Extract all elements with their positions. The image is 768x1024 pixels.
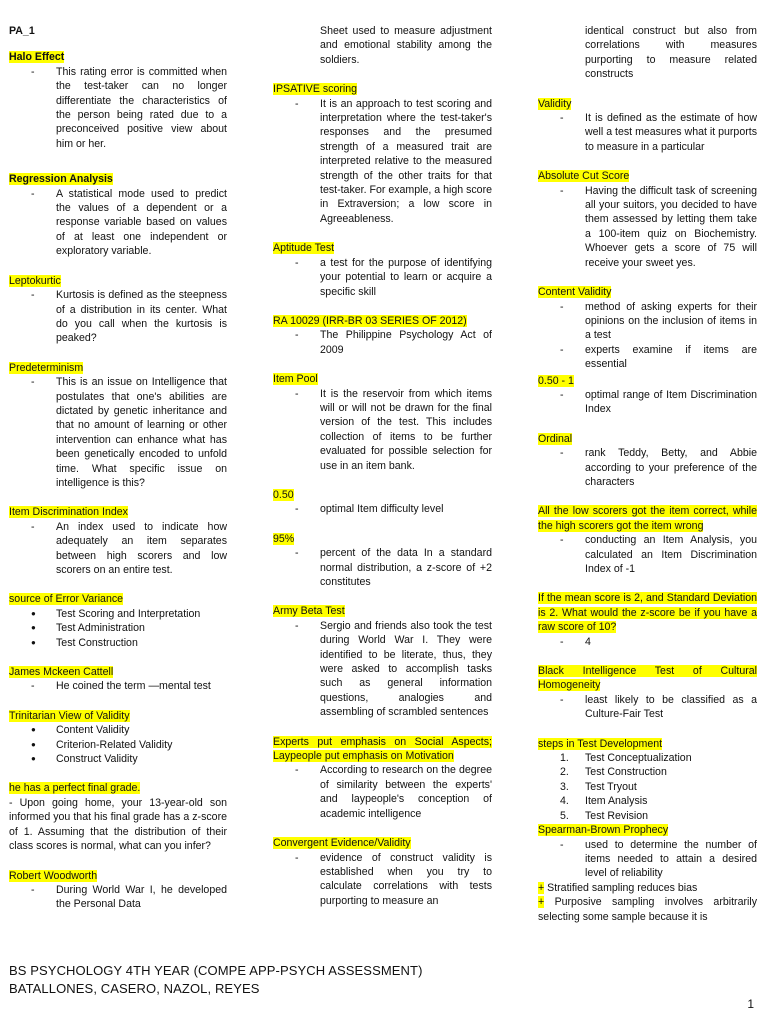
term-heading: he has a perfect final grade. — [9, 782, 141, 795]
entry-predeterminism — [9, 361, 227, 491]
term-definition: - It is the reservoir from which items will or will not be drawn for the final version of the test. This includes collection of items to be further evaluated for possible selection for use in an item bank. — [273, 387, 492, 473]
term-definition: - percent of the data In a standard normal distribution, a z-score of +2 constitutes — [273, 546, 492, 589]
term-definition: - a test for the purpose of identifying your potential to learn or acquire a specific skill — [273, 256, 492, 299]
entry-test-development-steps — [538, 737, 757, 823]
list-item: 5. Test Revision — [560, 809, 648, 822]
entry-item-pool — [273, 372, 492, 473]
term-definition: - According to research on the degree of similarity between the experts' and laypeople's conception of academic intelligence — [273, 763, 492, 821]
term-heading: steps in Test Development — [538, 737, 663, 750]
list-item: ● Test Administration — [9, 621, 227, 635]
list-item: ● Construct Validity — [9, 752, 227, 766]
note-stratified: + Stratified sampling reduces bias — [538, 881, 698, 894]
term-heading: source of Error Variance — [9, 593, 124, 606]
term-heading: 0.50 - 1 — [538, 374, 574, 387]
term-definition: - An index used to indicate how adequately an item separates between high scorers and low scorers on an entire test. — [9, 520, 227, 578]
term-definition: - 4 — [538, 635, 757, 649]
list-item: ● Test Scoring and Interpretation — [9, 607, 227, 621]
term-heading: Halo Effect — [9, 51, 65, 64]
entry-halo-effect — [9, 50, 227, 151]
term-heading: Item Pool — [273, 373, 318, 386]
term-definition: - rank Teddy, Betty, and Abbie according to your preference of the characters — [538, 446, 757, 489]
term-heading: All the low scorers got the item correct, while the high scorers got the item wrong — [538, 505, 757, 532]
term-heading: Spearman-Brown Prophecy — [538, 824, 669, 837]
entry-leptokurtic — [9, 274, 227, 346]
term-heading: RA 10029 (IRR-BR 03 SERIES OF 2012) — [273, 314, 467, 327]
term-heading: Ordinal — [538, 432, 573, 445]
entry-ipsative — [273, 82, 492, 226]
entry-ordinal — [538, 432, 757, 490]
term-heading: Experts put emphasis on Social Aspects; Laypeople put emphasis on Motivation — [273, 735, 492, 763]
term-definition: - least likely to be classified as a Culture-Fair Test — [538, 693, 757, 722]
entry-item-discrimination-index — [9, 505, 227, 577]
term-heading: If the mean score is 2, and Standard Deviation is 2. What would the z-score be if you have a raw score of 10? — [538, 592, 757, 634]
term-heading: Content Validity — [538, 286, 612, 299]
entry-experts-laypeople — [273, 735, 492, 821]
list-item: 4. Item Analysis — [560, 795, 648, 808]
entry-ra-10029 — [273, 314, 492, 357]
column-3 — [538, 24, 757, 924]
note-purposive: + Purposive sampling involves arbitrarily selecting some sample because it is — [538, 896, 757, 923]
term-definition: - It is an approach to test scoring and interpretation where the test-taker's responses and the presumed strength of a measured trait are interpreted relative to the measured strength of the other traits for that test-taker. For example, a high score in Extraversion; a low score in Agreeableness. — [273, 97, 492, 227]
term-heading: Convergent Evidence/Validity — [273, 837, 411, 850]
term-heading: Absolute Cut Score — [538, 170, 630, 183]
entry-95-percent — [273, 532, 492, 590]
term-definition: - This rating error is committed when the test-taker can no longer differentiate the characteristics of the person being rated due to a preconceived positive view about him or her. — [9, 65, 227, 151]
entry-low-scorers — [538, 504, 757, 576]
term-heading: James Mckeen Cattell — [9, 666, 114, 679]
entry-validity — [538, 97, 757, 155]
entry-regression-analysis — [9, 172, 227, 258]
entry-cattell — [9, 665, 227, 694]
term-definition: - used to determine the number of items needed to attain a desired level of reliability — [538, 838, 757, 881]
footer-course: BS PSYCHOLOGY 4TH YEAR (COMPE APP-PSYCH ASSESSMENT) — [9, 963, 423, 978]
entry-range-050-1 — [538, 374, 757, 417]
entry-content-validity — [538, 285, 757, 371]
term-definition: - conducting an Item Analysis, you calculated an Item Discrimination Index of -1 — [538, 533, 757, 576]
term-heading: Black Intelligence Test of Cultural Homogeneity — [538, 665, 757, 692]
term-definition: - Having the difficult task of screening all your suitors, you decided to have them assessed by letting them take a 100-item quiz on Biochemistry. Whoever gets a score of 75 will receive your sweet yes. — [538, 184, 757, 270]
term-definition: - optimal range of Item Discrimination Index — [538, 388, 757, 417]
footer — [9, 962, 423, 998]
term-definition: - The Philippine Psychology Act of 2009 — [273, 328, 492, 357]
term-heading: Validity — [538, 97, 572, 110]
term-heading: IPSATIVE scoring — [273, 83, 357, 96]
term-heading: Army Beta Test — [273, 605, 345, 618]
entry-woodworth — [9, 869, 227, 912]
entry-aptitude-test — [273, 241, 492, 299]
entry-final-grade — [9, 781, 227, 853]
term-definition: - Kurtosis is defined as the steepness of a distribution in its center. What do you call when the kurtosis is peaked? — [9, 288, 227, 346]
term-definition: - A statistical mode used to predict the values of a dependent or a response variable based on values of at least one independent or exploratory variable. — [9, 187, 227, 259]
plus-marker: + — [538, 896, 545, 909]
term-heading: Aptitude Test — [273, 242, 335, 255]
term-definition: - During World War I, he developed the Personal Data — [9, 883, 227, 912]
entry-convergent — [273, 836, 492, 908]
term-heading: 0.50 — [273, 488, 294, 501]
term-definition: - It is defined as the estimate of how well a test measures what it purports to measure in a particular — [538, 111, 757, 154]
list-item: 2. Test Construction — [560, 766, 667, 779]
term-heading: Predeterminism — [9, 361, 84, 374]
entry-z-score-question — [538, 591, 757, 649]
entry-trinitarian — [9, 709, 227, 767]
term-heading: Leptokurtic — [9, 274, 61, 287]
page-number: 1 — [747, 997, 754, 1011]
column-1 — [9, 24, 227, 912]
term-definition: - Sergio and friends also took the test during World War I. They were identified to be literate, thus, they were asked to accomplish tasks such as general information questions, analogies and assembling of scrambled sentences — [273, 619, 492, 720]
list-item: ● Content Validity — [9, 723, 227, 737]
continued-text: Sheet used to measure adjustment and emotional stability among the soldiers. — [320, 25, 492, 66]
list-item: ● Criterion-Related Validity — [9, 738, 227, 752]
term-definition: - evidence of construct validity is established when you try to calculate correlations with tests purporting to measure an — [273, 851, 492, 909]
continued-text: identical construct but also from correlations with measures purporting to measure related constructs — [585, 25, 757, 81]
entry-error-variance — [9, 592, 227, 650]
column-2 — [273, 24, 492, 908]
list-item: ● Test Construction — [9, 636, 227, 650]
list-item: 3. Test Tryout — [560, 780, 637, 793]
term-heading: Trinitarian View of Validity — [9, 709, 130, 722]
entry-army-beta — [273, 604, 492, 719]
list-item: - method of asking experts for their opinions on the inclusion of items in a test — [538, 300, 757, 343]
term-heading: 95% — [273, 532, 295, 545]
term-definition: - optimal Item difficulty level — [273, 502, 492, 516]
term-definition: - Upon going home, your 13-year-old son informed you that his final grade has a z-score of 1. Assuming that the distribution of their class scores is normal, what can you infer? — [9, 796, 227, 853]
list-item: - experts examine if items are essential — [538, 343, 757, 372]
term-definition: - This is an issue on Intelligence that postulates that one's abilities are dictated by genetic inheritance and that no amount of learning or other intervention can enhance what has been genetically encoded to unfold time. What specific issue on intelligence is this? — [9, 375, 227, 490]
doc-id: PA_1 — [9, 25, 35, 37]
term-heading: Item Discrimination Index — [9, 506, 128, 519]
entry-spearman-brown — [538, 823, 757, 881]
entry-absolute-cut-score — [538, 169, 757, 270]
footer-authors: BATALLONES, CASERO, NAZOL, REYES — [9, 981, 260, 996]
list-item: 1. Test Conceptualization — [560, 752, 692, 765]
term-definition: - He coined the term —mental test — [9, 679, 227, 693]
entry-050 — [273, 488, 492, 517]
term-heading: Robert Woodworth — [9, 869, 98, 882]
plus-marker: + — [538, 881, 545, 894]
entry-bitch-test — [538, 664, 757, 722]
term-heading: Regression Analysis — [9, 173, 113, 186]
